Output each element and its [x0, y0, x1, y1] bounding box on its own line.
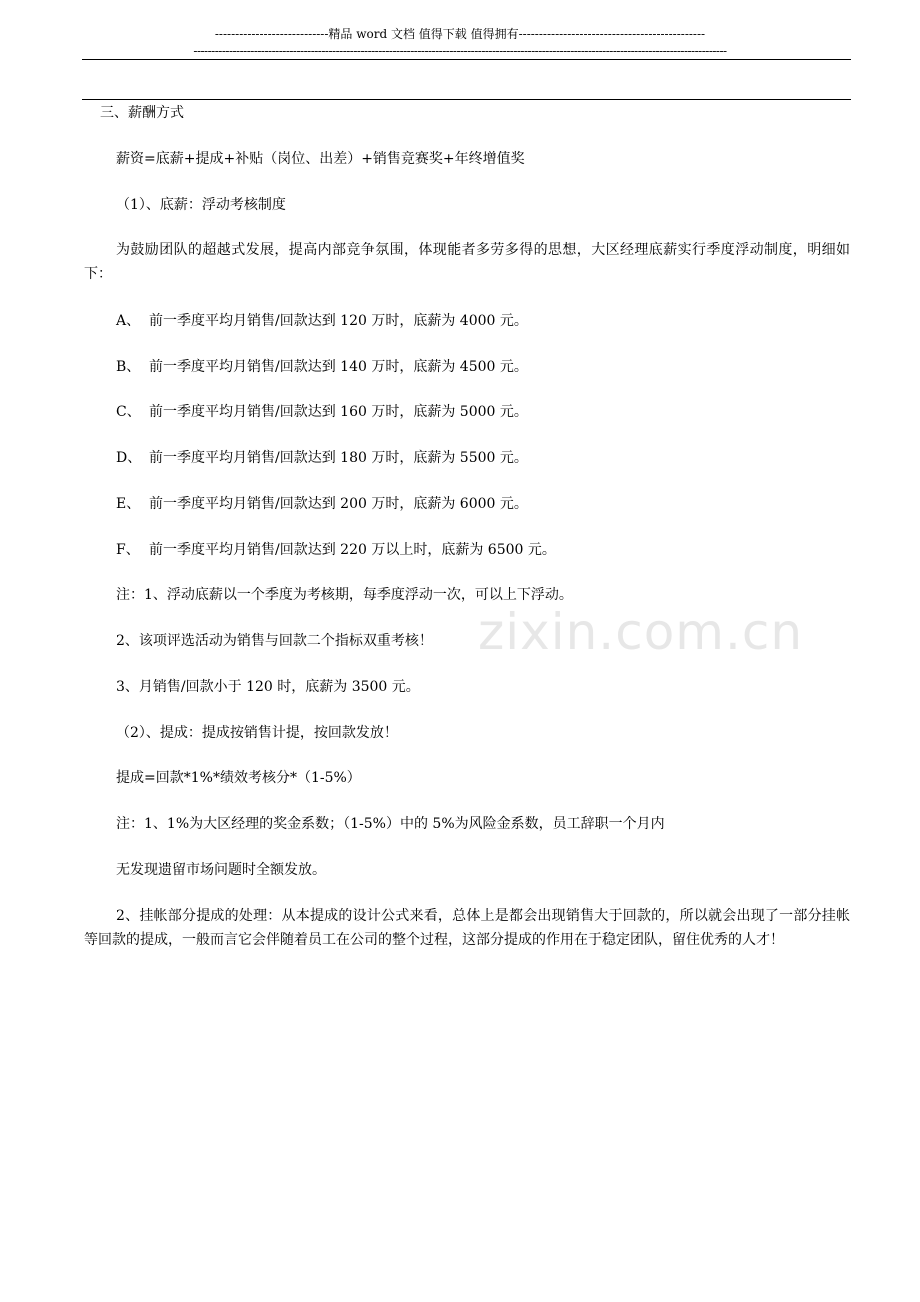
tier-item: [116, 355, 528, 379]
subsection-commission: （2）、提成：提成按销售计提，按回款发放！: [116, 725, 398, 741]
tier-text: 前一季度平均月销售/回款达到 120 万时，底薪为 4000 元。: [149, 313, 528, 329]
tier-item: [116, 446, 528, 470]
tier-label: B、: [116, 359, 141, 375]
tier-label: A、: [116, 313, 141, 329]
intro-paragraph: 为鼓励团队的超越式发展，提高内部竞争氛围，体现能者多劳多得的思想，大区经理底薪实行季度浮动制度，明细如下：: [84, 242, 850, 282]
tier-label: F、: [116, 542, 140, 558]
content-rule: [82, 99, 851, 100]
tier-text: 前一季度平均月销售/回款达到 200 万时，底薪为 6000 元。: [149, 496, 528, 512]
tier-label: D、: [116, 450, 142, 466]
commission-formula: 提成=回款*1%*绩效考核分*（1-5%）: [116, 770, 361, 786]
subsection-base-salary: （1）、底薪：浮动考核制度: [116, 197, 286, 213]
tier-text: 前一季度平均月销售/回款达到 160 万时，底薪为 5000 元。: [149, 404, 528, 420]
tier-text: 前一季度平均月销售/回款达到 140 万时，底薪为 4500 元。: [149, 359, 528, 375]
note-bonus-coefficient: 注：1、1%为大区经理的奖金系数；（1-5%）中的 5%为风险金系数，员工辞职一个月内: [116, 816, 665, 832]
note-min-salary: 3、月销售/回款小于 120 时，底薪为 3500 元。: [116, 679, 420, 695]
tier-label: C、: [116, 404, 141, 420]
tier-text: 前一季度平均月销售/回款达到 180 万时，底薪为 5500 元。: [149, 450, 528, 466]
section-title: 三、薪酬方式: [100, 105, 184, 121]
tier-item: [116, 492, 528, 516]
tier-text: 前一季度平均月销售/回款达到 220 万以上时，底薪为 6500 元。: [149, 542, 556, 558]
tier-item: [116, 538, 556, 562]
header-dash-line: ------------------------------------------------------------------------------------------------------------------------------------------------------: [193, 44, 727, 58]
note-full-payout: 无发现遗留市场问题时全额发放。: [116, 862, 326, 878]
tier-item: [116, 309, 528, 333]
tier-label: E、: [116, 496, 141, 512]
note-dual-assessment: 2、该项评选活动为销售与回款二个指标双重考核！: [116, 633, 433, 649]
note-float-salary: 注：1、浮动底薪以一个季度为考核期，每季度浮动一次，可以上下浮动。: [116, 587, 573, 603]
header-rule: [82, 59, 851, 60]
pending-commission-paragraph: 2、挂帐部分提成的处理：从本提成的设计公式来看，总体上是都会出现销售大于回款的，所以就会出现了一部分挂帐等回款的提成，一般而言它会伴随着员工在公司的整个过程，这部分提成的作用在于稳定团队，留住优秀的人才！: [84, 908, 850, 948]
salary-formula: 薪资=底薪+提成+补贴（岗位、出差）+销售竞赛奖+年终增值奖: [116, 151, 525, 167]
tier-item: [116, 400, 528, 424]
header-banner: ----------------------------精品 word 文档 值得下载 值得拥有----------------------------------------------: [214, 27, 706, 41]
watermark: zixin.com.cn: [478, 603, 804, 661]
